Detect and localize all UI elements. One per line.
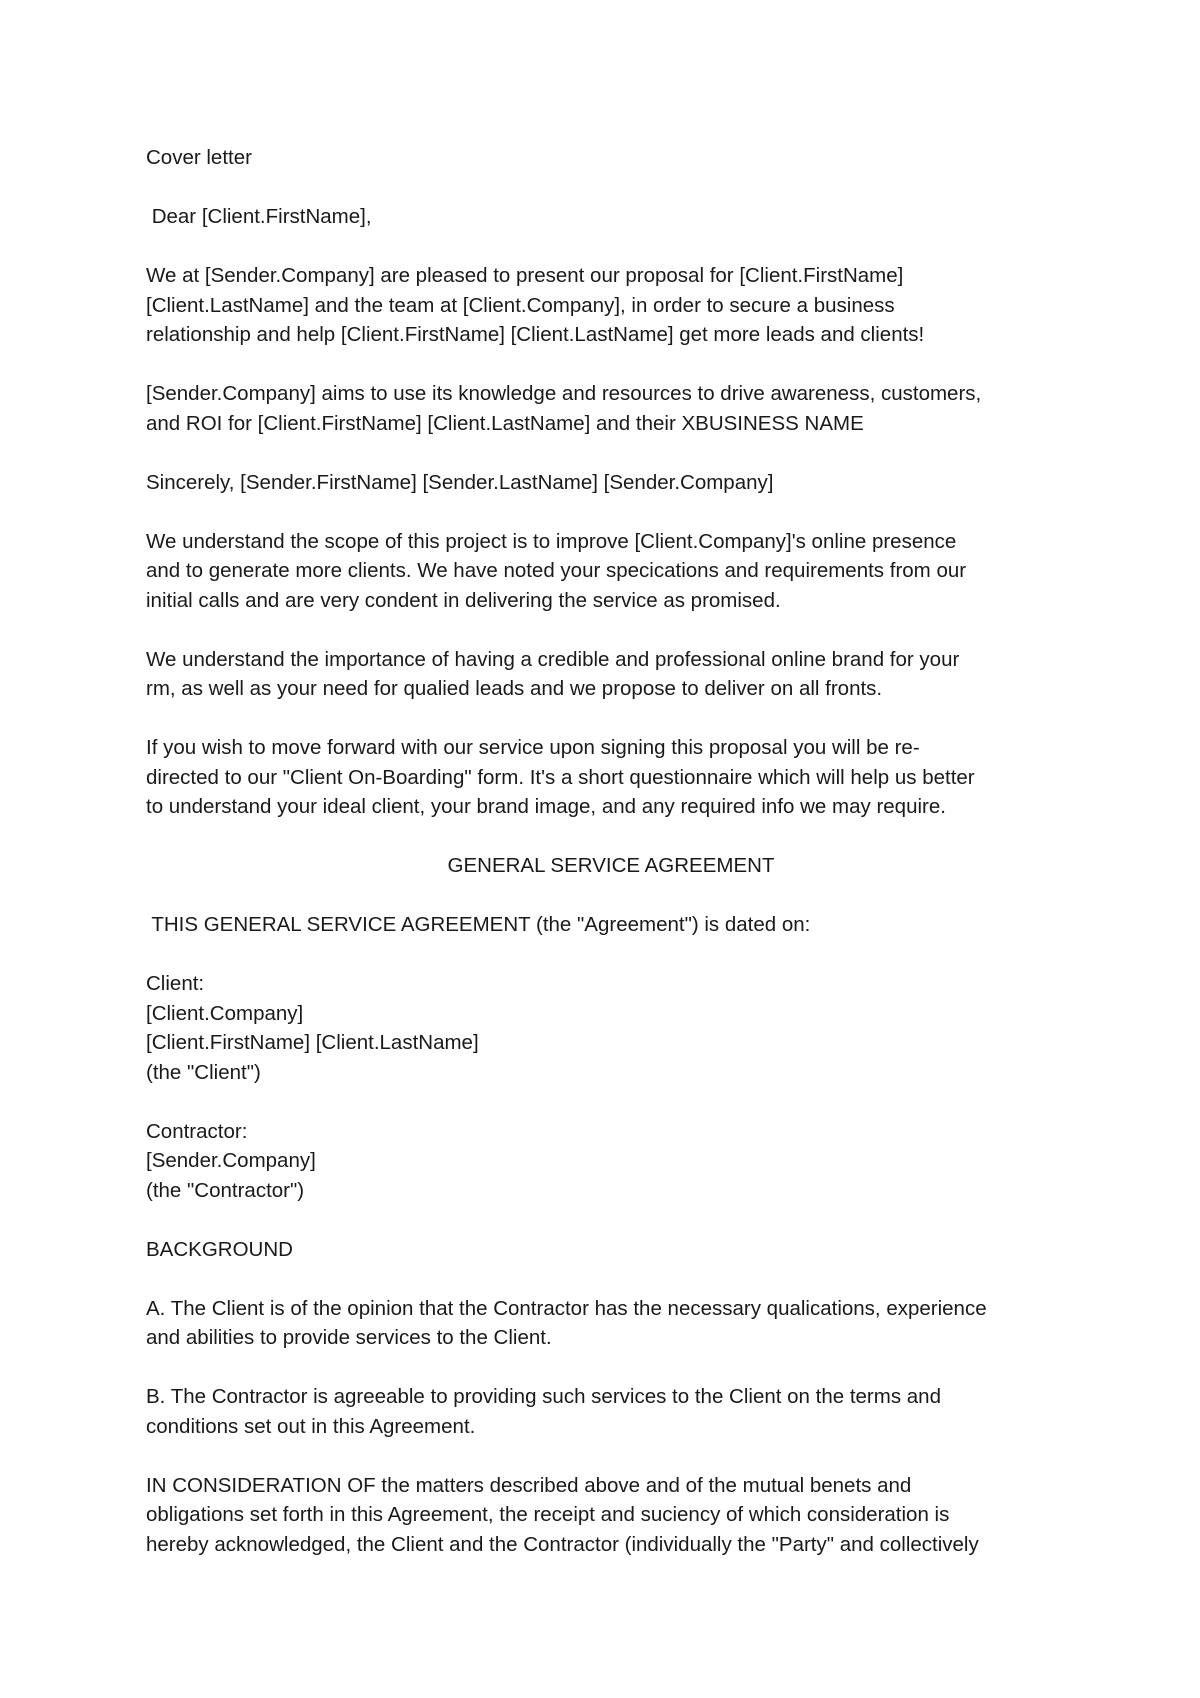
onboarding-paragraph <box>146 733 1076 822</box>
client-label: Client: <box>146 972 205 995</box>
background-b-paragraph <box>146 1382 1076 1441</box>
client-block <box>146 969 1076 1087</box>
paragraph-line: and abilities to provide services to the Client. <box>146 1326 552 1349</box>
paragraph-line: hereby acknowledged, the Client and the Contractor (individually the "Party" and collectively <box>146 1532 979 1556</box>
client-name: [Client.FirstName] [Client.LastName] <box>146 1031 479 1054</box>
paragraph-line: We understand the importance of having a credible and professional online brand for your <box>146 647 960 671</box>
paragraph-line: conditions set out in this Agreement. <box>146 1414 476 1438</box>
greeting: Dear [Client.FirstName], <box>146 205 372 228</box>
client-definition: (the "Client") <box>146 1060 261 1084</box>
contractor-block <box>146 1117 1076 1206</box>
sign-off-block <box>146 468 1076 498</box>
cover-letter-heading-block <box>146 143 1076 173</box>
paragraph-line: directed to our "Client On-Boarding" form. It's a short questionnaire which will help us better <box>146 765 975 789</box>
cover-letter-heading: Cover letter <box>146 146 252 169</box>
paragraph-line: obligations set forth in this Agreement, the receipt and suciency of which consideration is <box>146 1503 950 1526</box>
paragraph-line: to understand your ideal client, your brand image, and any required info we may require. <box>146 795 946 818</box>
paragraph-line: A. The Client is of the opinion that the Contractor has the necessary qualications, experience <box>146 1296 987 1320</box>
agreement-title-block <box>146 851 1076 881</box>
paragraph-line: If you wish to move forward with our service upon signing this proposal you will be re- <box>146 736 920 759</box>
background-a-paragraph <box>146 1294 1076 1353</box>
paragraph-line: relationship and help [Client.FirstName] [Client.LastName] get more leads and clients! <box>146 323 925 346</box>
paragraph-line: [Sender.Company] aims to use its knowledge and resources to drive awareness, customers, <box>146 382 982 405</box>
document-page <box>146 143 1076 1589</box>
paragraph-line: [Client.LastName] and the team at [Client.Company], in order to secure a business <box>146 293 895 317</box>
greeting-block <box>146 202 1076 232</box>
paragraph-line: B. The Contractor is agreeable to providing such services to the Client on the terms and <box>146 1385 941 1408</box>
intro-paragraph <box>146 261 1076 350</box>
agreement-dated: THIS GENERAL SERVICE AGREEMENT (the "Agreement") is dated on: <box>146 913 811 936</box>
paragraph-line: We at [Sender.Company] are pleased to present our proposal for [Client.FirstName] <box>146 264 904 287</box>
paragraph-line: IN CONSIDERATION OF the matters described above and of the mutual benets and <box>146 1473 912 1497</box>
aims-paragraph <box>146 379 1076 438</box>
agreement-title: GENERAL SERVICE AGREEMENT <box>447 854 775 877</box>
contractor-definition: (the "Contractor") <box>146 1178 305 1202</box>
paragraph-line: and to generate more clients. We have noted your specications and requirements from our <box>146 559 967 582</box>
paragraph-line: rm, as well as your need for qualied leads and we propose to deliver on all fronts. <box>146 677 883 700</box>
paragraph-line: and ROI for [Client.FirstName] [Client.LastName] and their XBUSINESS NAME <box>146 411 864 435</box>
contractor-company: [Sender.Company] <box>146 1149 316 1172</box>
agreement-dated-block <box>146 910 1076 940</box>
brand-paragraph <box>146 645 1076 704</box>
background-heading-block <box>146 1235 1076 1265</box>
paragraph-line: We understand the scope of this project is to improve [Client.Company]'s online presence <box>146 529 957 553</box>
client-company: [Client.Company] <box>146 1001 304 1025</box>
sign-off: Sincerely, [Sender.FirstName] [Sender.LastName] [Sender.Company] <box>146 470 774 494</box>
contractor-label: Contractor: <box>146 1119 248 1143</box>
paragraph-line: initial calls and are very condent in delivering the service as promised. <box>146 588 781 612</box>
scope-paragraph <box>146 527 1076 616</box>
background-heading: BACKGROUND <box>146 1237 293 1261</box>
consideration-paragraph <box>146 1471 1076 1560</box>
